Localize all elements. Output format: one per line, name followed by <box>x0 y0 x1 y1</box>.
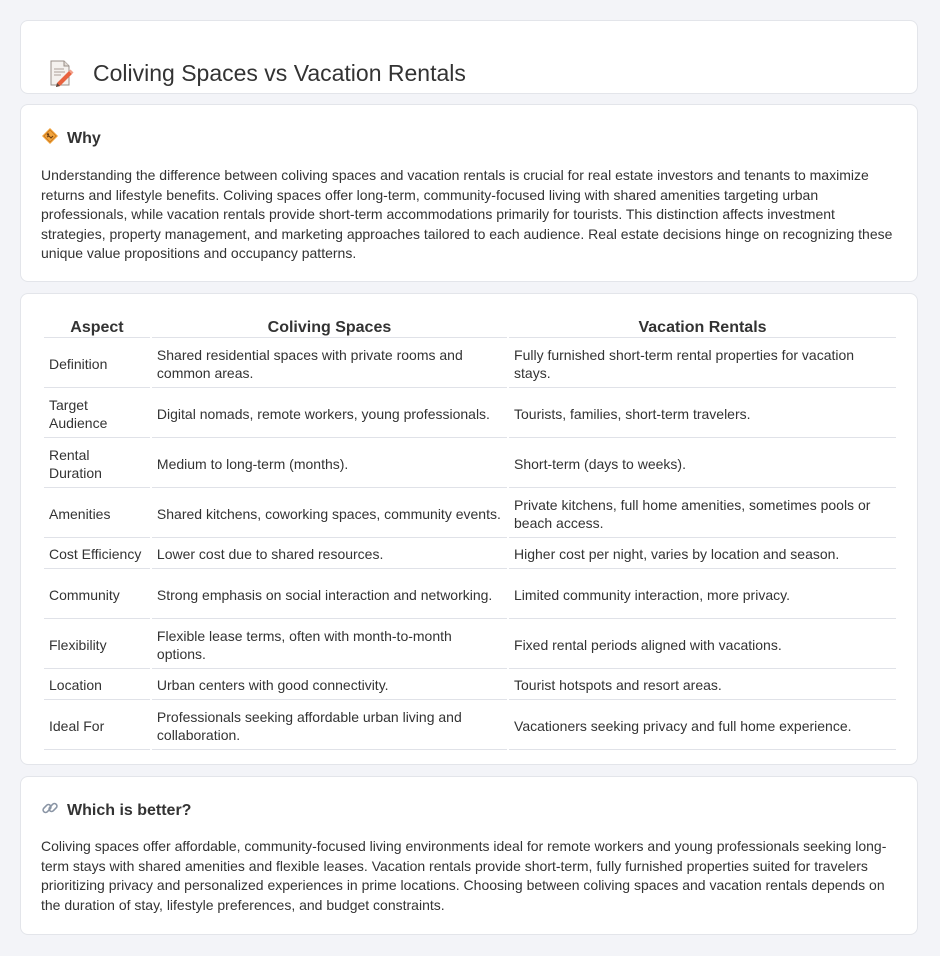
row-aspect: Ideal For <box>44 702 150 750</box>
table-row <box>44 540 896 569</box>
table-row <box>44 340 896 388</box>
link-icon <box>41 799 59 822</box>
row-aspect: Rental Duration <box>44 440 150 488</box>
table-row <box>44 702 896 750</box>
table-row <box>44 621 896 669</box>
row-aspect: Location <box>44 671 150 700</box>
table-row <box>44 490 896 538</box>
row-aspect: Flexibility <box>44 621 150 669</box>
better-heading <box>41 799 191 822</box>
row-aspect: Community <box>44 571 150 619</box>
header-vacation: Vacation Rentals <box>509 318 896 338</box>
row-coliving: Strong emphasis on social interaction and networking. <box>152 571 507 619</box>
why-text: Understanding the difference between coliving spaces and vacation rentals is crucial for real estate investors and tenants to maximize returns and lifestyle benefits. Coliving spaces offer long-term, community-focused living with shared amenities targeting urban professionals, while vacation rentals provide short-term accommodations primarily for tourists. This distinction affects investment strategies, property management, and marketing approaches tailored to each audience. Real estate decisions hinge on recognizing these unique value propositions and occupancy patterns. <box>41 167 893 262</box>
row-coliving: Shared residential spaces with private rooms and common areas. <box>152 340 507 388</box>
header-coliving: Coliving Spaces <box>152 318 507 338</box>
row-vacation: Fully furnished short-term rental properties for vacation stays. <box>509 340 896 388</box>
which-is-better-section <box>20 776 918 935</box>
table-row <box>44 440 896 488</box>
header-card <box>20 20 918 94</box>
why-heading <box>41 127 101 150</box>
row-aspect: Cost Efficiency <box>44 540 150 569</box>
row-aspect: Definition <box>44 340 150 388</box>
comparison-section <box>20 293 918 765</box>
row-coliving: Shared kitchens, coworking spaces, community events. <box>152 490 507 538</box>
row-coliving: Professionals seeking affordable urban living and collaboration. <box>152 702 507 750</box>
better-title: Which is better? <box>67 801 192 819</box>
title-row <box>45 43 466 104</box>
row-vacation: Short-term (days to weeks). <box>509 440 896 488</box>
why-title: Why <box>67 129 101 147</box>
row-vacation: Tourist hotspots and resort areas. <box>509 671 896 700</box>
table-row <box>44 671 896 700</box>
row-vacation: Vacationers seeking privacy and full home experience. <box>509 702 896 750</box>
row-coliving: Urban centers with good connectivity. <box>152 671 507 700</box>
row-vacation: Tourists, families, short-term travelers. <box>509 390 896 438</box>
table-row <box>44 571 896 619</box>
page-title: Coliving Spaces vs Vacation Rentals <box>93 60 466 87</box>
row-vacation: Limited community interaction, more privacy. <box>509 571 896 619</box>
row-aspect: Target Audience <box>44 390 150 438</box>
document-pencil-icon <box>45 58 75 88</box>
table-header-row <box>44 318 896 338</box>
better-text: Coliving spaces offer affordable, community-focused living environments ideal for remote workers and young professionals seeking long-term stays with shared amenities and flexible leases. Vacation rentals provide short-term, fully furnished properties suited for travelers prioritizing privacy and personalized experiences in prime locations. Choosing between coliving spaces and vacation rentals depends on the duration of stay, lifestyle preferences, and budget constraints. <box>41 838 887 913</box>
row-coliving: Flexible lease terms, often with month-to-month options. <box>152 621 507 669</box>
diamond-sign-icon <box>41 127 59 150</box>
row-vacation: Higher cost per night, varies by location and season. <box>509 540 896 569</box>
comparison-table <box>42 316 898 752</box>
row-coliving: Medium to long-term (months). <box>152 440 507 488</box>
row-aspect: Amenities <box>44 490 150 538</box>
row-vacation: Private kitchens, full home amenities, sometimes pools or beach access. <box>509 490 896 538</box>
row-vacation: Fixed rental periods aligned with vacations. <box>509 621 896 669</box>
row-coliving: Lower cost due to shared resources. <box>152 540 507 569</box>
table-row <box>44 390 896 438</box>
header-aspect: Aspect <box>44 318 150 338</box>
row-coliving: Digital nomads, remote workers, young professionals. <box>152 390 507 438</box>
why-section <box>20 104 918 282</box>
